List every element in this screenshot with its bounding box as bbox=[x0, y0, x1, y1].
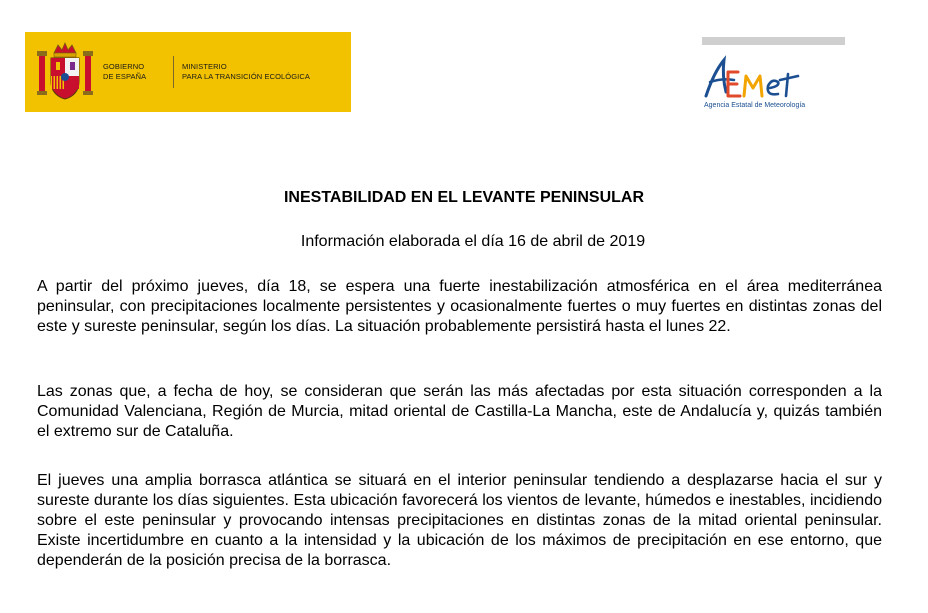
paragraph-1: A partir del próximo jueves, día 18, se espera una fuerte inestabilización atmosférica en el área mediterránea peninsular, con precipitaciones localmente persistentes y ocasionalmente fuertes o muy fuertes en distintas zonas del este y sureste peninsular, según los días. La situación probablemente persistirá hasta el lunes 22. bbox=[37, 278, 882, 335]
ministry-line-2: PARA LA TRANSICIÓN ECOLÓGICA bbox=[182, 72, 310, 81]
header-rule bbox=[702, 37, 845, 45]
ministry-line-1: MINISTERIO bbox=[182, 62, 227, 71]
paragraph-2: Las zonas que, a fecha de hoy, se consideran que serán las más afectadas por esta situación corresponden a la Comunidad Valenciana, Región de Murcia, mitad oriental de Castilla-La Mancha, este de Andalucía y, quizás también el extremo sur de Cataluña. bbox=[37, 383, 882, 440]
document-date: Información elaborada el día 16 de abril de 2019 bbox=[300, 233, 646, 250]
government-banner bbox=[25, 32, 351, 112]
government-name bbox=[103, 62, 146, 82]
gov-line-1: GOBIERNO bbox=[103, 62, 145, 71]
gov-line-2: DE ESPAÑA bbox=[103, 72, 147, 81]
banner-divider bbox=[173, 56, 174, 88]
ministry-name bbox=[182, 62, 310, 82]
aemet-subtitle: Agencia Estatal de Meteorología bbox=[704, 102, 806, 109]
paragraph-3: El jueves una amplia borrasca atlántica se situará en el interior peninsular tendiendo a desplazarse hacia el sur y sureste durante los días siguientes. Esta ubicación favorecerá los vientos de levante, húmedos e inestables, incidiendo sobre el este peninsular y provocando intensas precipitaciones en distintas zonas de la mitad oriental peninsular. Existe incertidumbre en cuanto a la intensidad y la ubicación de los máximos de precipitación en ese entorno, que dependerán de la posición precisa de la borrasca. bbox=[37, 472, 882, 569]
coat-of-arms-icon bbox=[37, 41, 93, 103]
document-title: INESTABILIDAD EN EL LEVANTE PENINSULAR bbox=[283, 189, 645, 206]
